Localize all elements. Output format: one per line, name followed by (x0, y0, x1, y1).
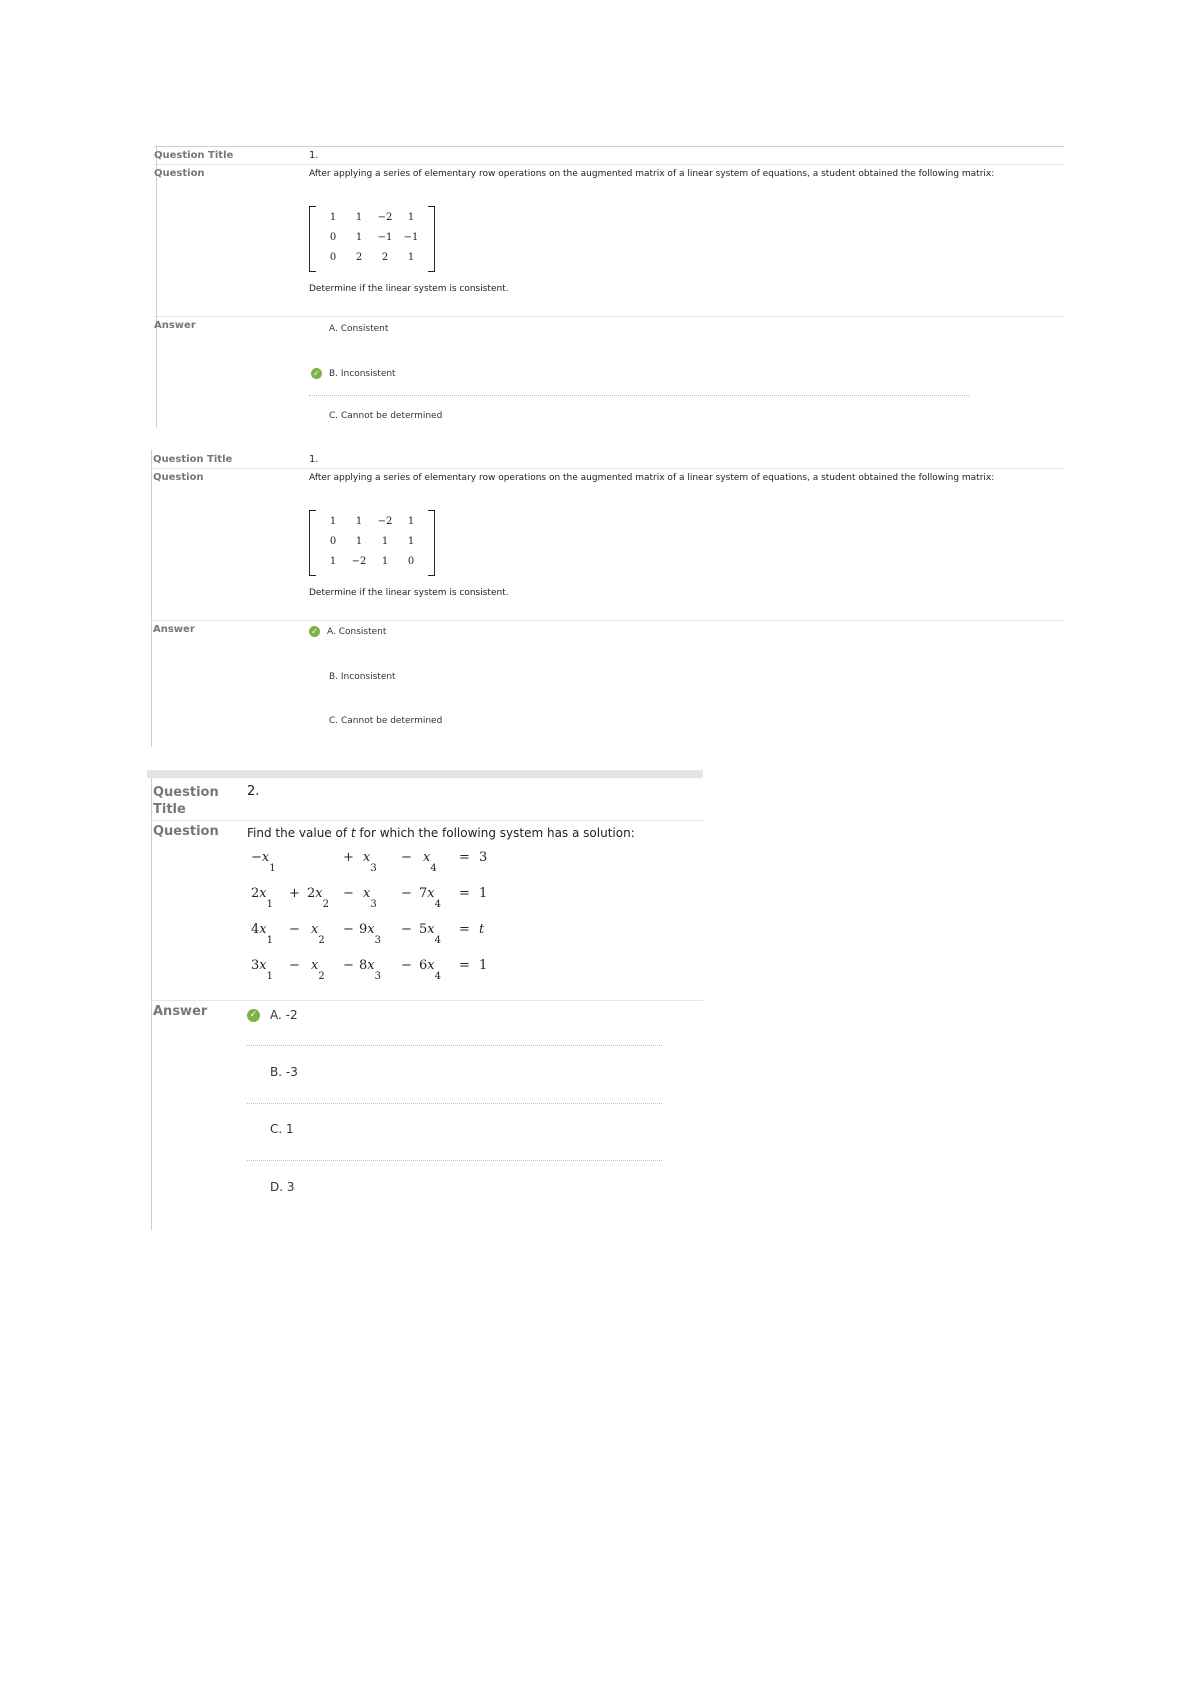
answer-option-b[interactable] (311, 368, 396, 379)
question-title-label: Question Title (153, 454, 233, 465)
answer-label: Answer (153, 624, 195, 635)
matrix-grid (316, 510, 428, 576)
matrix-cell: 1 (355, 212, 363, 223)
answer-option-c[interactable] (329, 411, 442, 421)
question-block-1b (151, 450, 1064, 747)
option-label: A. Consistent (327, 627, 387, 637)
question-text-part1: Find the value of (247, 826, 351, 840)
question-text: After applying a series of elementary row operations on the augmented matrix of a linear system of equations, a student obtained the following matrix: (309, 169, 995, 179)
option-label: A. -2 (270, 1008, 298, 1022)
question-number: 2. (247, 784, 260, 799)
matrix-cell: 1 (407, 212, 415, 223)
matrix-right-bracket (428, 510, 435, 576)
answer-option-c[interactable] (270, 1122, 294, 1136)
matrix-cell: −1 (403, 232, 419, 243)
option-label: C. 1 (270, 1122, 294, 1136)
question-text-part2: for which the following system has a solution: (355, 826, 635, 840)
option-label: A. Consistent (329, 324, 389, 334)
matrix-cell: 1 (355, 516, 363, 527)
option-label: B. -3 (270, 1065, 298, 1079)
matrix-cell: −1 (377, 232, 393, 243)
left-divider (151, 778, 152, 1230)
question-title-label-line2: Title (153, 802, 186, 817)
option-label: B. Inconsistent (329, 672, 396, 682)
question-prompt: Determine if the linear system is consistent. (309, 588, 509, 598)
matrix-cell: −2 (377, 516, 393, 527)
matrix-cell: −2 (351, 556, 367, 567)
answer-option-a[interactable] (309, 626, 386, 637)
option-divider (247, 1103, 662, 1104)
question-block-1a (154, 146, 1064, 428)
equation-row: $3x_1$ − $x_2$ − $8x_3$ − $6x_4$ = 1 (251, 958, 488, 982)
question-label: Question (154, 168, 205, 179)
option-divider (309, 395, 969, 396)
option-label: C. Cannot be determined (329, 411, 443, 421)
option-label: C. Cannot be determined (329, 716, 443, 726)
equation-row: $4x_1$ − $x_2$ − $9x_3$ − $5x_4$ = t (251, 922, 485, 946)
option-label: B. Inconsistent (329, 369, 396, 379)
matrix-cell: 0 (329, 232, 337, 243)
matrix-left-bracket (309, 206, 316, 272)
answer-option-b[interactable] (329, 672, 396, 682)
matrix-cell: 1 (407, 536, 415, 547)
question-variable: t (350, 826, 356, 840)
question-block-2 (147, 770, 703, 1230)
augmented-matrix (309, 510, 435, 576)
question-text: After applying a series of elementary row operations on the augmented matrix of a linear system of equations, a student obtained the following matrix: (309, 473, 995, 483)
check-circle-icon: ✓ (247, 1009, 260, 1022)
matrix-cell: 1 (407, 516, 415, 527)
question-title-label (153, 784, 219, 818)
matrix-cell: 2 (381, 252, 389, 263)
matrix-left-bracket (309, 510, 316, 576)
matrix-right-bracket (428, 206, 435, 272)
question-text (247, 826, 635, 840)
matrix-cell: 1 (329, 556, 337, 567)
answer-option-a[interactable] (329, 324, 388, 334)
matrix-cell: 1 (355, 536, 363, 547)
check-circle-icon: ✓ (309, 626, 320, 637)
matrix-cell: 0 (407, 556, 415, 567)
equation-row: $-x_1$ + $x_3$ − $x_4$ = 3 (251, 850, 488, 874)
augmented-matrix (309, 206, 435, 272)
left-divider (151, 450, 152, 747)
answer-option-b[interactable] (270, 1065, 298, 1079)
equation-row: $2x_1$ + $2x_2$ − $x_3$ − $7x_4$ = 1 (251, 886, 488, 910)
matrix-cell: 1 (355, 232, 363, 243)
matrix-cell: −2 (377, 212, 393, 223)
matrix-cell: 2 (355, 252, 363, 263)
question-number: 1. (309, 150, 319, 161)
matrix-cell: 1 (407, 252, 415, 263)
matrix-cell: 0 (329, 252, 337, 263)
option-label: D. 3 (270, 1180, 295, 1194)
question-label: Question (153, 472, 204, 483)
question-number: 1. (309, 454, 319, 465)
answer-option-c[interactable] (329, 716, 442, 726)
header-bar (147, 770, 703, 778)
matrix-cell: 1 (381, 556, 389, 567)
question-prompt: Determine if the linear system is consistent. (309, 284, 509, 294)
check-circle-icon: ✓ (311, 368, 322, 379)
matrix-grid (316, 206, 428, 272)
matrix-cell: 1 (329, 516, 337, 527)
matrix-cell: 0 (329, 536, 337, 547)
option-divider (247, 1045, 662, 1046)
matrix-cell: 1 (329, 212, 337, 223)
question-label: Question (153, 824, 219, 839)
answer-label: Answer (153, 1004, 208, 1019)
answer-label: Answer (154, 320, 196, 331)
question-title-label: Question Title (154, 150, 234, 161)
matrix-cell: 1 (381, 536, 389, 547)
equation-system (251, 850, 511, 994)
left-divider (156, 146, 157, 428)
answer-option-a[interactable] (247, 1008, 298, 1022)
answer-option-d[interactable] (270, 1180, 295, 1194)
question-title-label-line1: Question (153, 785, 219, 800)
option-divider (247, 1160, 662, 1161)
